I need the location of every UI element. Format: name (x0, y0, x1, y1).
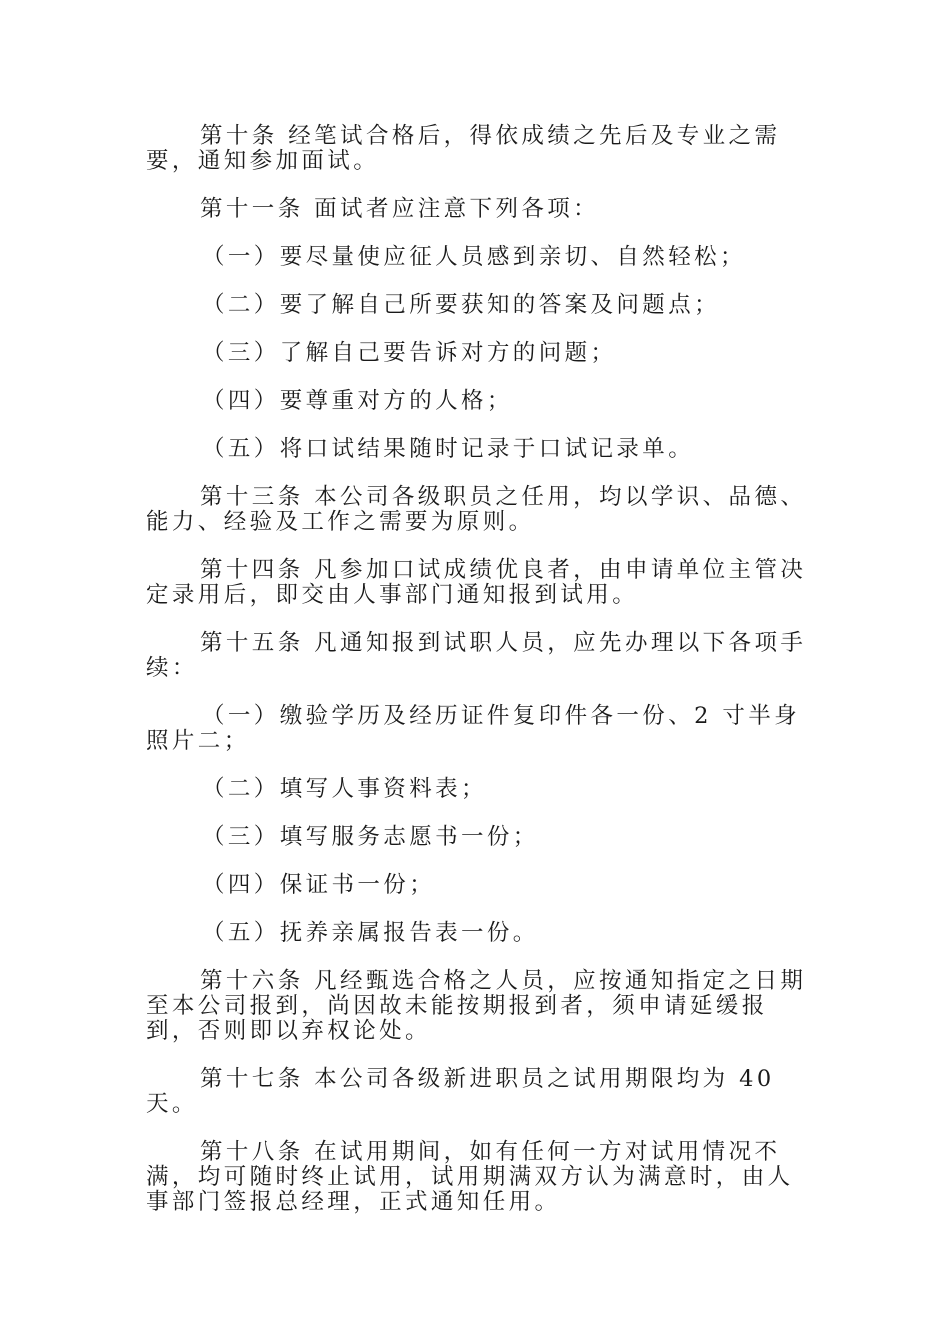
article-10: 第十条 经笔试合格后，得依成绩之先后及专业之需要，通知参加面试。 (146, 123, 781, 174)
article-11-item-3: （三）了解自己要告诉对方的问题； (202, 340, 617, 366)
article-11-item-4: （四）要尊重对方的人格； (202, 388, 513, 414)
article-11-item-2: （二）要了解自己所要获知的答案及问题点； (202, 292, 721, 318)
article-15-item-2: （二）填写人事资料表； (202, 776, 487, 802)
article-18: 第十八条 在试用期间，如有任何一方对试用情况不满，均可随时终止试用，试用期满双方认为满意时，由人事部门签报总经理，正式通知任用。 (146, 1139, 794, 1215)
article-15: 第十五条 凡通知报到试职人员，应先办理以下各项手续： (146, 630, 807, 681)
article-15-item-3: （三）填写服务志愿书一份； (202, 824, 539, 850)
article-11-item-5: （五）将口试结果随时记录于口试记录单。 (202, 436, 695, 462)
article-15-item-1: （一）缴验学历及经历证件复印件各一份、2 寸半身照片二； (146, 703, 801, 754)
article-11: 第十一条 面试者应注意下列各项： (200, 196, 600, 222)
article-15-item-4: （四）保证书一份； (202, 872, 436, 898)
article-11-item-1: （一）要尽量使应征人员感到亲切、自然轻松； (202, 244, 746, 270)
article-17: 第十七条 本公司各级新进职员之试用期限均为 40 天。 (146, 1066, 775, 1117)
document-body (146, 124, 810, 1238)
article-13: 第十三条 本公司各级职员之任用，均以学识、品德、能力、经验及工作之需要为原则。 (146, 484, 807, 535)
article-16: 第十六条 凡经甄选合格之人员，应按通知指定之日期至本公司报到，尚因故未能按期报到者，须申请延缓报到，否则即以弃权论处。 (146, 968, 807, 1044)
article-14: 第十四条 凡参加口试成绩优良者，由申请单位主管决定录用后，即交由人事部门通知报到试用。 (146, 557, 807, 608)
article-15-item-5: （五）抚养亲属报告表一份。 (202, 920, 539, 946)
